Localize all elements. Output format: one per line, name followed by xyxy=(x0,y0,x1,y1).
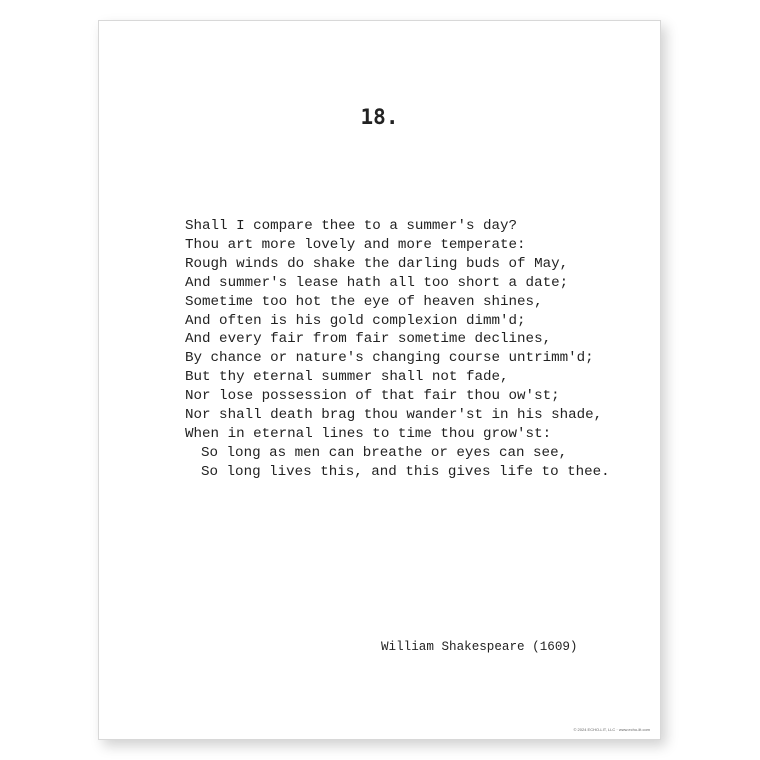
poem-line-5: Sometime too hot the eye of heaven shines, xyxy=(185,293,543,310)
poem-line-12: When in eternal lines to time thou grow'st: xyxy=(185,425,552,442)
poem-line-7: And every fair from fair sometime declines, xyxy=(185,331,552,348)
author-attribution: William Shakespeare (1609) xyxy=(381,640,578,654)
poem-line-9: But thy eternal summer shall not fade, xyxy=(185,369,509,386)
poem-line-4: And summer's lease hath all too short a date; xyxy=(185,274,569,291)
poem-line-6: And often is his gold complexion dimm'd; xyxy=(185,312,526,329)
poem-line-2: Thou art more lovely and more temperate: xyxy=(185,236,526,253)
sonnet-number: 18. xyxy=(360,105,399,129)
poem-line-10: Nor lose possession of that fair thou ow'st; xyxy=(185,388,560,405)
copyright-notice: © 2024 ECHO-LIT, LLC · www.echo-lit.com xyxy=(573,727,650,732)
poster-sheet xyxy=(98,20,661,740)
poem-line-1: Shall I compare thee to a summer's day? xyxy=(185,218,518,234)
poem-line-8: By chance or nature's changing course untrimm'd; xyxy=(185,350,594,367)
poem-line-11: Nor shall death brag thou wander'st in his shade, xyxy=(185,407,603,424)
poem-line-3: Rough winds do shake the darling buds of May, xyxy=(185,255,569,272)
poem-couplet-line-14: So long lives this, and this gives life to thee. xyxy=(201,463,610,480)
poem-couplet-line-13: So long as men can breathe or eyes can see, xyxy=(201,444,568,461)
poem-body xyxy=(185,217,655,482)
